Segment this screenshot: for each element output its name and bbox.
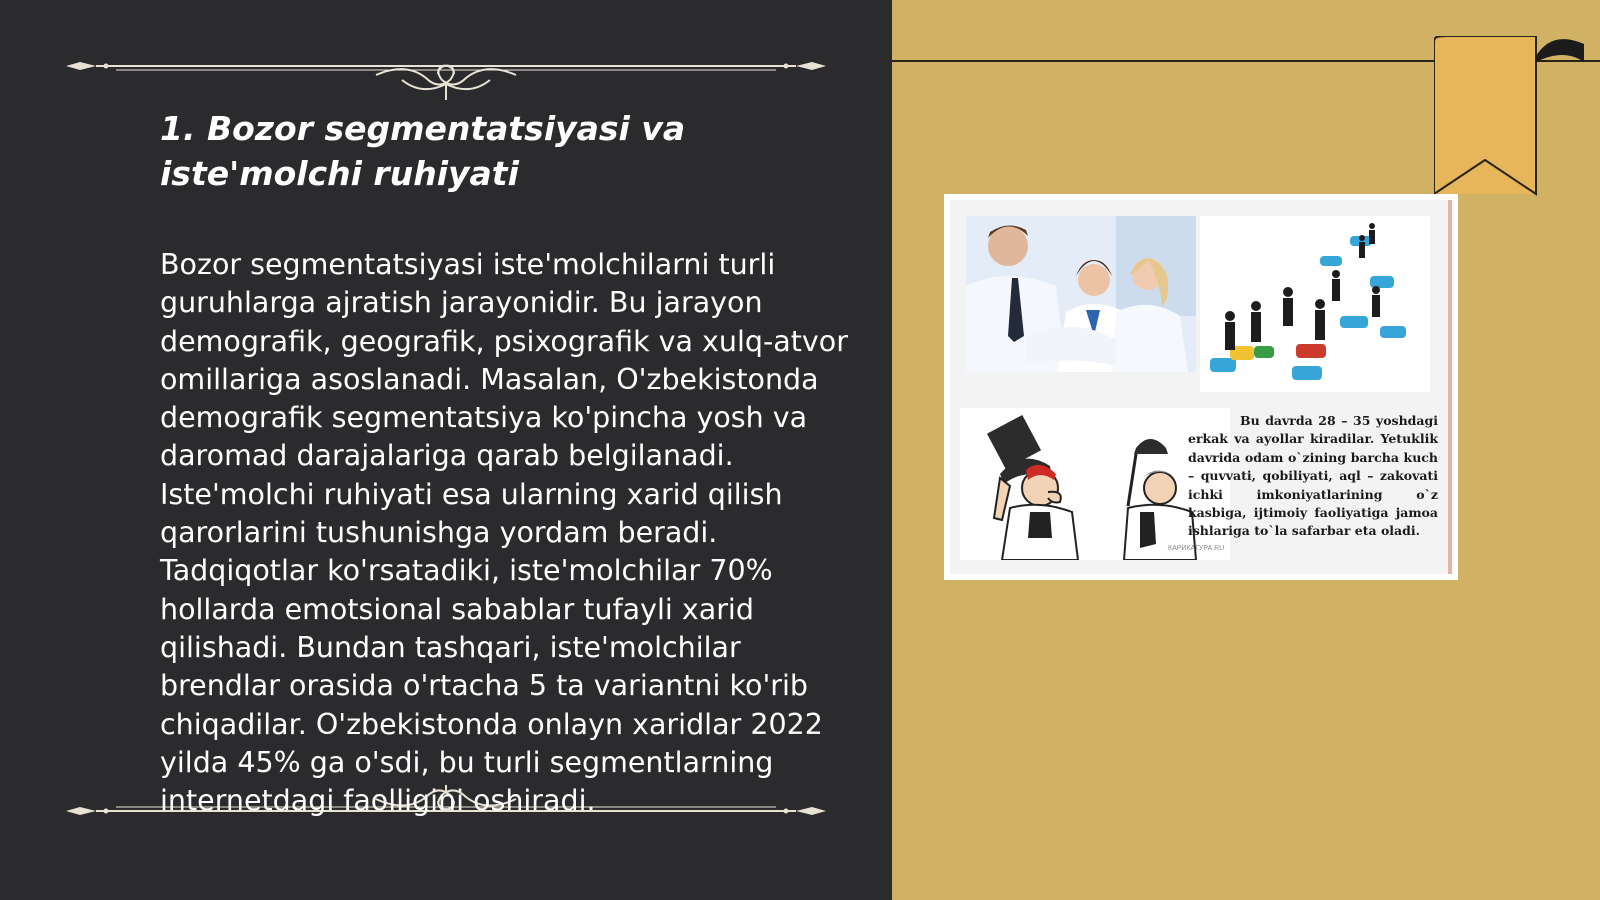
top-ornament-icon xyxy=(66,40,826,100)
illustration-image xyxy=(950,200,1452,574)
slide-body-text: Bozor segmentatsiyasi iste'molchilarni turli guruhlarga ajratish jarayonidir. Bu jarayon demografik, geografik, psixografik va xulq-atvor omillariga asoslanadi. Masalan, O'zbekistonda demografik segmentatsiya ko'pincha yosh va daromad darajalariga qarab belgilanadi. Iste'molchi ruhiyati esa ularning xarid qilish qarorlarini tushunishga yordam beradi. Tadqiqotlar ko'rsatadiki, iste'molchilar 70% hollarda emotsional sabablar tufayli xarid qilishadi. Bundan tashqari, iste'molchilar brendlar orasida o'rtacha 5 ta variantni ko'rib chiqadilar. O'zbekistonda onlayn xaridlar 2022 yilda 45% ga o'sdi, bu turli segmentlarning internetdagi faolligini oshiradi. xyxy=(160,248,848,818)
business-people-photo xyxy=(966,216,1196,372)
figure-signature: КАРИКАТУРА.RU xyxy=(1168,545,1225,552)
figure-caption: Bu davrda 28 – 35 yoshdagi erkak va ayollar kiradilar. Yetuklik davrida odam o`zining barcha kuch – quvvati, qobiliyati, aql – zakovati ichki imkoniyatlarining o`z kasbiga, ijtimoiy faoliyatiga jamoa ishlariga to`la safarbar eta oladi. xyxy=(1188,413,1438,539)
puzzle-people-photo xyxy=(1200,216,1430,392)
slide-title: 1. Bozor segmentatsiyasi va iste'molchi ruhiyati xyxy=(160,109,686,193)
bookmark-ribbon-icon xyxy=(1434,36,1600,206)
